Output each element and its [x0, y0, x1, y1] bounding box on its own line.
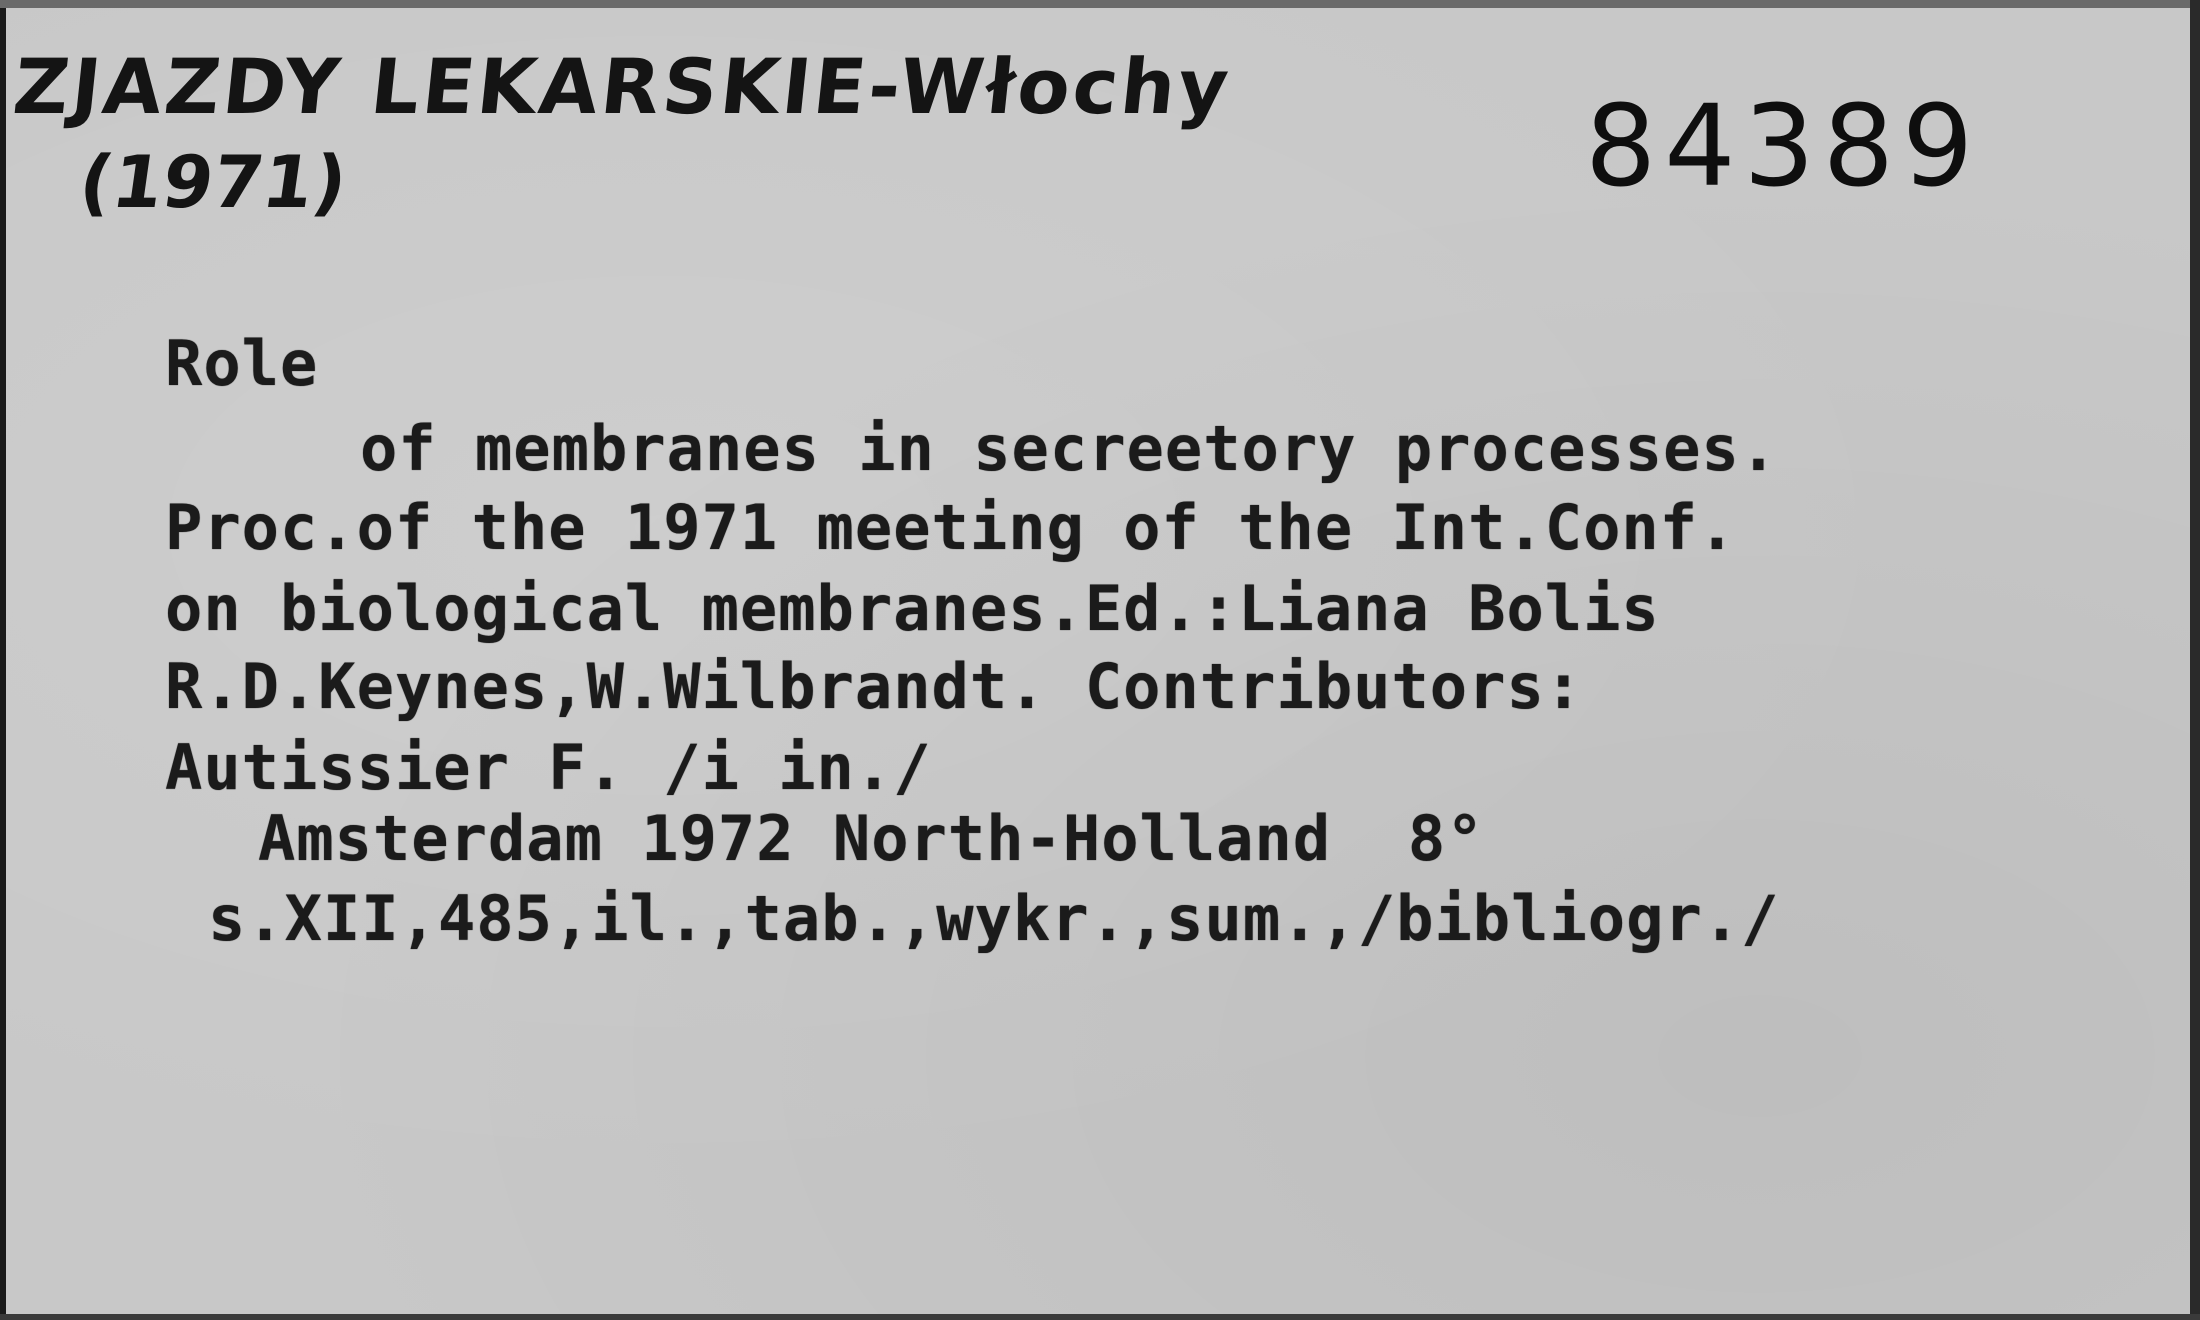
imprint-line: Amsterdam 1972 North-Holland 8° [258, 802, 1485, 875]
card-right-edge [2190, 0, 2200, 1320]
contributors-line: R.D.Keynes,W.Wilbrandt. Contributors: [165, 650, 1584, 723]
collation-line: s.XII,485,il.,tab.,wykr.,sum.,/bibliogr./ [208, 882, 1780, 955]
proceedings-line: Proc.of the 1971 meeting of the Int.Conf. [165, 491, 1737, 564]
title-line-2: of membranes in secreetory processes. [360, 412, 1779, 485]
editors-line: on biological membranes.Ed.:Liana Bolis [165, 572, 1660, 645]
catalog-number: 84389 [1585, 82, 1982, 212]
title-line-1: Role [165, 327, 319, 400]
subject-year: (1971) [74, 140, 353, 224]
author-line: Autissier F. /i in./ [165, 731, 932, 804]
card-bottom-edge [0, 1314, 2200, 1320]
subject-heading: ZJAZDY LEKARSKIE-Włochy [9, 42, 1236, 131]
card-top-edge [0, 0, 2200, 8]
